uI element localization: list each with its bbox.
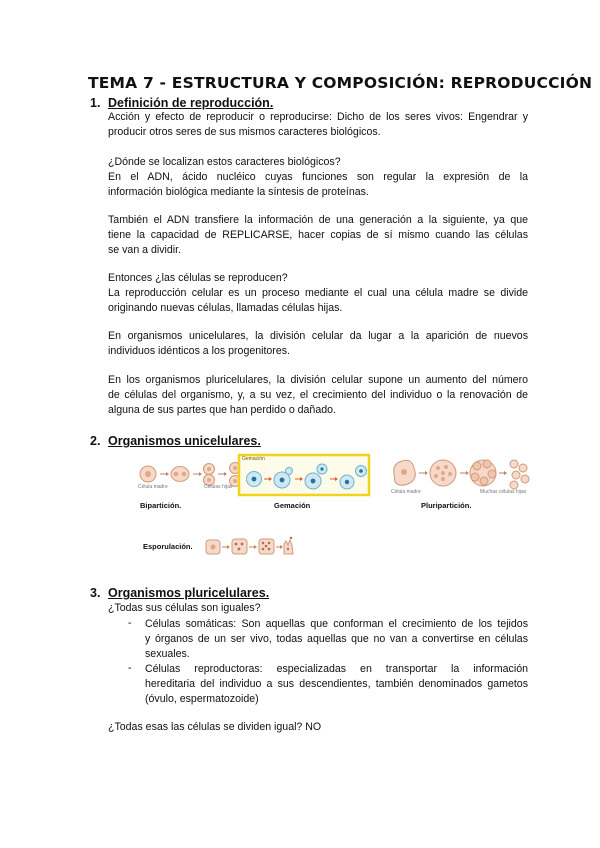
section-1-heading	[90, 96, 273, 110]
text-line: ¿Dónde se localizan estos caracteres biológicos?	[108, 156, 341, 168]
label-biparticion: Bipartición.	[140, 501, 182, 510]
label-pluri-madre: Célula madre	[391, 489, 421, 495]
label-pluri-hijas: Muchas células hijas	[480, 489, 527, 495]
text-line: Células reproductoras: especializadas en transportar la información	[145, 663, 528, 675]
text-line: También el ADN transfiere la información de una generación a la siguiente, ya que	[108, 214, 528, 226]
text-line: ¿Todas sus células son iguales?	[108, 602, 261, 614]
text-line: sexuales.	[145, 648, 190, 660]
text-line: Acción y efecto de reproducir o reproducirse: Dicho de los seres vivos: Engendrar y	[108, 111, 528, 123]
cell-icon	[140, 466, 156, 482]
section-2-heading	[90, 434, 261, 448]
text-line: hereditaria del individuo a sus descendientes, también denominados gametos	[145, 678, 528, 690]
text-line: producir otros seres de sus mismos caracteres biológicos.	[108, 126, 381, 138]
bullet-mark: -	[128, 662, 132, 674]
text-line: En el ADN, ácido nucléico cuyas funciones son regular la expresión de la	[108, 171, 528, 183]
released-cells-icon	[510, 460, 529, 489]
question-celulas-iguales	[108, 601, 528, 616]
daughter-cells-icon	[204, 464, 215, 486]
text-line: ¿Todas esas las células se dividen igual? NO	[108, 721, 322, 733]
spore-cell-icon	[232, 539, 247, 554]
section-1-number: 1.	[90, 96, 101, 110]
paragraph-unicelulares	[108, 329, 528, 359]
bullet-mark: -	[128, 617, 132, 629]
question-division-igual	[108, 720, 528, 735]
paragraph-pluricelulares	[108, 373, 528, 418]
label-esporulacion: Esporulación.	[143, 542, 193, 551]
text-line: tiene la capacidad de REPLICARSE, hacer copias de sí mismo cuando las células	[108, 229, 528, 241]
segmented-cell-icon	[470, 460, 496, 486]
dividing-cell-icon	[171, 467, 189, 482]
section-3-number: 3.	[90, 586, 101, 600]
section-2-title: Organismos unicelulares.	[108, 434, 261, 448]
text-line: En los organismos pluricelulares, la división celular supone un aumento del número	[108, 374, 528, 386]
bud-cell-icon	[247, 472, 262, 487]
text-line: Células somáticas: Son aquellas que conforman el crecimiento de los tejidos	[145, 618, 528, 630]
text-line: alguna de sus partes que han perdido o dañado.	[108, 404, 336, 416]
esporulacion-diagram	[204, 536, 294, 558]
paragraph-adn	[108, 213, 528, 258]
label-celulas-hijas: Células hijas	[204, 484, 233, 490]
text-line: Entonces ¿las células se reproducen?	[108, 272, 288, 284]
spore-cell-icon	[259, 539, 274, 554]
label-pluriparticion: Pluripartición.	[421, 501, 472, 510]
text-line: La reproducción celular es un proceso mediante el cual una célula madre se divide	[108, 287, 528, 299]
section-1-title: Definición de reproducción.	[108, 96, 274, 110]
biparticion-diagram	[138, 458, 246, 498]
section-3-heading	[90, 586, 269, 600]
text-line: (óvulo, espermatozoide)	[145, 693, 259, 705]
text-line: información biológica mediante la síntesis de proteínas.	[108, 186, 369, 198]
section-3-title: Organismos pluricelulares.	[108, 586, 270, 600]
burst-spores-icon	[284, 537, 293, 554]
label-gemacion: Gemación	[274, 501, 311, 510]
paragraph-reproduccion-celular	[108, 271, 528, 316]
text-line: En organismos unicelulares, la división celular da lugar a la aparición de nuevos	[108, 330, 528, 342]
mother-cell-icon	[394, 460, 416, 485]
bullet-celulas-reproductoras	[145, 662, 528, 707]
section-2-number: 2.	[90, 434, 101, 448]
text-line: individuos idénticos a los progenitores.	[108, 345, 290, 357]
text-line: y órganos de un ser vivo, todas aquellas que no van a convertirse en células	[145, 633, 528, 645]
text-line: se van a dividir.	[108, 244, 182, 256]
spore-cell-icon	[206, 540, 220, 554]
page-title: TEMA 7 - ESTRUCTURA Y COMPOSICIÓN: REPRODUCCIÓN	[88, 74, 593, 92]
text-line: de células del organismo, y, a su vez, el crecimiento del individuo o la renovación de	[108, 389, 528, 401]
multinucleate-cell-icon	[430, 460, 456, 486]
paragraph-caracteres	[108, 155, 528, 200]
bullet-celulas-somaticas	[145, 617, 528, 662]
label-celula-madre: Célula madre	[138, 484, 168, 490]
label-gemacion-small: Gemación	[242, 456, 265, 462]
paragraph-definition	[108, 110, 528, 140]
text-line: originando nuevas células, llamadas células hijas.	[108, 302, 343, 314]
